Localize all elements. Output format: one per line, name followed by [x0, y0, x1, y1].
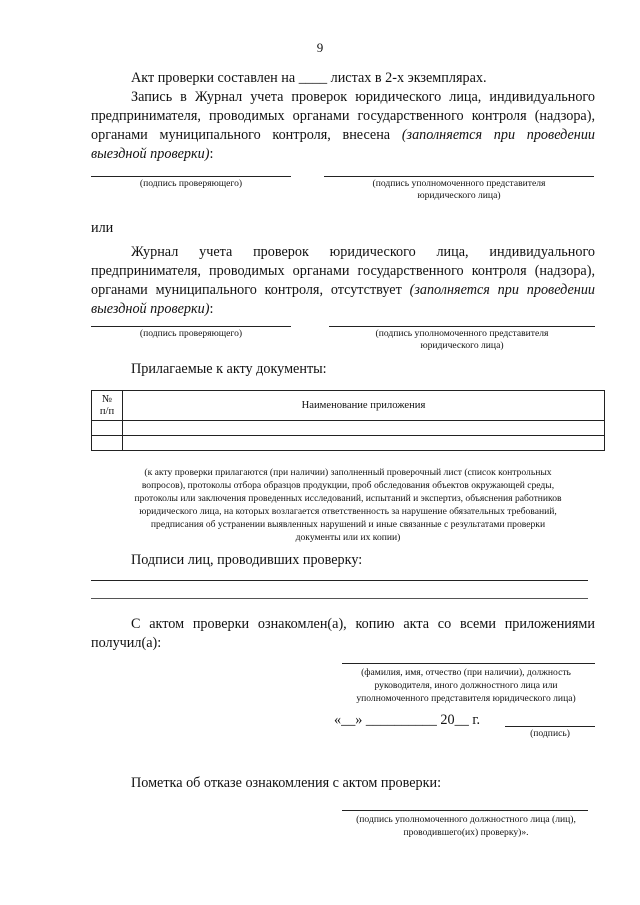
acquainted-line2: получил(а):: [91, 635, 162, 651]
acquainted-name-line: [342, 663, 595, 664]
attachments-note-4: юридического лица, на которых возлагается ответственность за нарушение обязательных требований,: [139, 506, 557, 517]
journal-absent-note: (заполняется при проведении: [409, 282, 596, 298]
attachments-note-6: документы или их копии): [295, 532, 401, 543]
col-num-symbol: №: [101, 393, 113, 405]
table-cell[interactable]: [123, 436, 605, 451]
journal-absent-line4: [91, 300, 595, 319]
journal-entry-colon: :: [209, 146, 214, 162]
journal-entry-note-end: выездной проверки): [91, 146, 210, 162]
signature-line-checked-2: [91, 326, 291, 327]
signature-line-authorized-2: [329, 326, 595, 327]
caption-authorized-2b: юридического лица): [420, 340, 504, 351]
page-number: 9: [316, 40, 324, 55]
date-line: «__» __________ 20__ г.: [334, 712, 481, 728]
acquainted-line1: С актом проверки ознакомлен(а), копию акта со всеми приложениями: [131, 616, 595, 632]
journal-absent-line1: Журнал учета проверок юридического лица, индивидуального: [131, 244, 595, 260]
journal-entry-line2: предпринимателя, проводимых органами государственного контроля (надзора),: [91, 108, 595, 124]
caption-checked-1: (подпись проверяющего): [139, 178, 243, 189]
journal-absent-colon: :: [209, 301, 214, 317]
inspectors-signature-line-1: [91, 580, 588, 581]
table-cell[interactable]: [92, 436, 123, 451]
acquainted-caption-1: (фамилия, имя, отчество (при наличии), должность: [361, 667, 571, 678]
caption-authorized-2a: (подпись уполномоченного представителя: [375, 328, 549, 339]
caption-authorized-1a: (подпись уполномоченного представителя: [372, 178, 546, 189]
acquainted-caption-2: руководителя, иного должностного лица или: [374, 680, 558, 691]
act-sheets-line: Акт проверки составлен на ____ листах в 2-х экземплярах.: [131, 70, 487, 86]
signature-caption: (подпись): [530, 728, 570, 739]
journal-absent-line2: предпринимателя, проводимых органами государственного контроля (надзора),: [91, 263, 595, 279]
or-text: или: [91, 220, 114, 236]
col-num-header: [92, 391, 123, 421]
attachments-note-2: вопросов), протоколы отбора образцов продукции, проб обследования объектов окружающей среды,: [141, 480, 555, 491]
journal-absent-line3: [91, 281, 595, 300]
col-num-abbr: п/п: [99, 405, 115, 417]
table-cell[interactable]: [92, 421, 123, 436]
attachments-heading: Прилагаемые к акту документы:: [131, 361, 327, 377]
attachments-note-5: предписания об устранении выявленных нарушений и иные связанные с результатами проверки: [150, 519, 546, 530]
table-cell[interactable]: [123, 421, 605, 436]
journal-entry-line4: [91, 145, 595, 164]
attachments-note-1: (к акту проверки прилагаются (при наличии) заполненный проверочный лист (список контрольных: [144, 467, 552, 478]
refusal-signature-line: [342, 810, 588, 811]
journal-entry-line1: Запись в Журнал учета проверок юридического лица, индивидуального: [131, 89, 595, 105]
acquainted-caption-3: уполномоченного представителя юридического лица): [356, 693, 576, 704]
caption-authorized-1b: юридического лица): [417, 190, 501, 201]
caption-checked-2: (подпись проверяющего): [139, 328, 243, 339]
col-name-header: Наименование приложения: [123, 391, 605, 421]
inspectors-signature-line-2: [91, 598, 588, 599]
journal-absent-note-end: выездной проверки): [91, 301, 210, 317]
attachments-note-3: протоколы или заключения проведенных исследований, испытаний и экспертиз, объяснения работников: [134, 493, 562, 504]
journal-absent-text: органами муниципального контроля, отсутствует: [91, 282, 402, 298]
signature-line-authorized-1: [324, 176, 594, 177]
signature-line-checked-1: [91, 176, 291, 177]
attachments-table: [91, 390, 605, 451]
journal-entry-note: (заполняется при проведении: [401, 127, 596, 143]
journal-entry-text: органами муниципального контроля, внесена: [91, 127, 391, 143]
journal-entry-line3: [91, 126, 595, 145]
refusal-heading: Пометка об отказе ознакомления с актом проверки:: [131, 775, 442, 791]
inspectors-heading: Подписи лиц, проводивших проверку:: [131, 552, 363, 568]
acquainted-signature-line: [505, 726, 595, 727]
refusal-caption-2: проводившего(их) проверку)».: [403, 827, 529, 838]
refusal-caption-1: (подпись уполномоченного должностного лица (лиц),: [356, 814, 576, 825]
